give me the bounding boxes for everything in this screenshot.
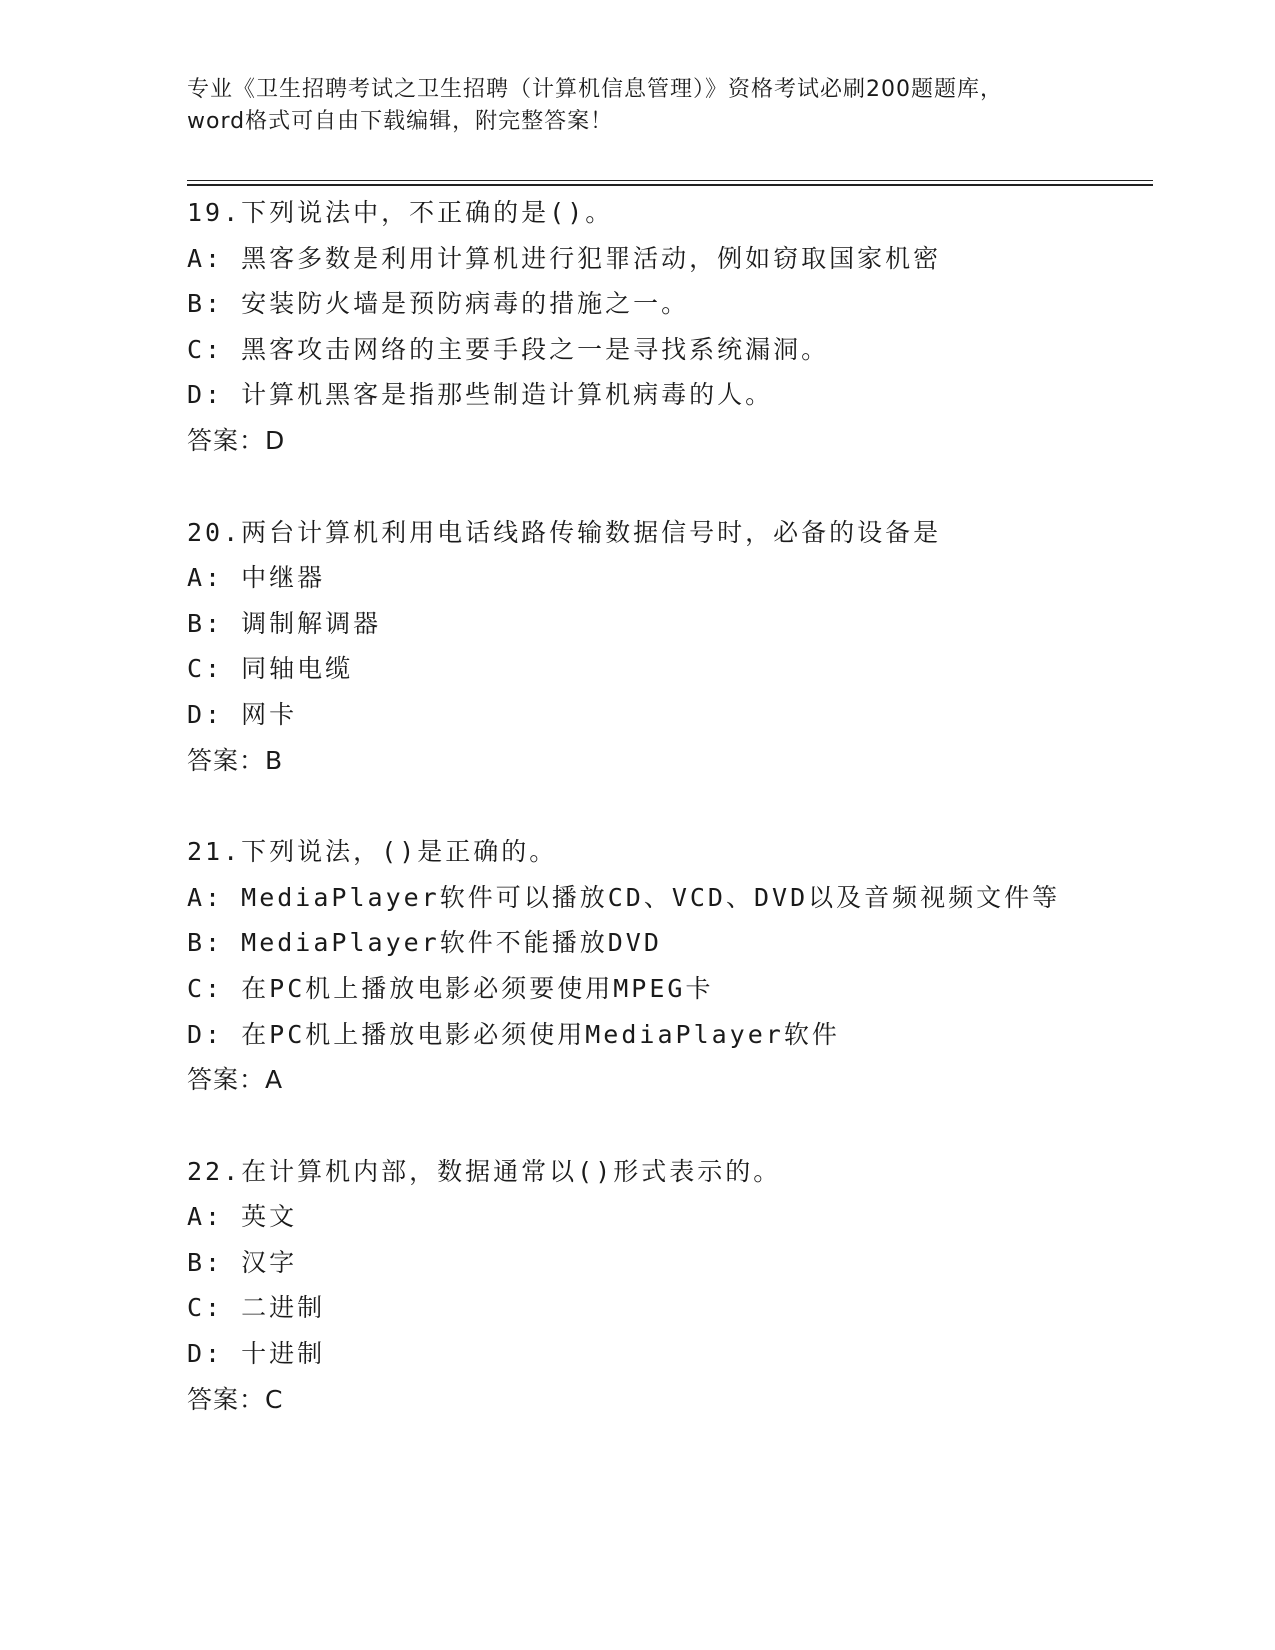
header-line-1: 专业《卫生招聘考试之卫生招聘（计算机信息管理）》资格考试必刷200题题库， — [187, 77, 1003, 102]
document-header — [187, 74, 1087, 138]
answer: 答案：A — [187, 1065, 284, 1095]
question-stem: 21.下列说法，()是正确的。 — [187, 837, 558, 867]
option-d: D: 计算机黑客是指那些制造计算机病毒的人。 — [187, 380, 774, 410]
header-rule-bottom — [187, 184, 1153, 186]
question-20 — [187, 510, 1147, 784]
option-d: D: 网卡 — [187, 699, 298, 729]
header-line-2: word格式可自由下载编辑，附完整答案！ — [187, 109, 614, 134]
option-b: B: 汉字 — [187, 1247, 298, 1277]
option-a: A: 中继器 — [187, 563, 326, 593]
answer: 答案：C — [187, 1384, 284, 1414]
option-c: C: 二进制 — [187, 1293, 326, 1323]
option-b: B: 安装防火墙是预防病毒的措施之一。 — [187, 289, 690, 319]
question-22 — [187, 1149, 1147, 1423]
option-c: C: 在PC机上播放电影必须要使用MPEG卡 — [187, 973, 714, 1003]
option-c: C: 同轴电缆 — [187, 654, 354, 684]
question-stem: 19.下列说法中，不正确的是()。 — [187, 198, 614, 227]
option-b: B: MediaPlayer软件不能播放DVD — [187, 928, 662, 958]
header-rule-top — [187, 180, 1153, 181]
option-a: A: MediaPlayer软件可以播放CD、VCD、DVD以及音频视频文件等 — [187, 882, 1061, 912]
answer: 答案：D — [187, 425, 286, 455]
option-a: A: 黑客多数是利用计算机进行犯罪活动，例如窃取国家机密 — [187, 243, 942, 273]
option-d: D: 十进制 — [187, 1339, 326, 1369]
option-b: B: 调制解调器 — [187, 608, 382, 638]
option-c: C: 黑客攻击网络的主要手段之一是寻找系统漏洞。 — [187, 334, 830, 364]
option-d: D: 在PC机上播放电影必须使用MediaPlayer软件 — [187, 1019, 840, 1049]
question-stem: 22.在计算机内部，数据通常以()形式表示的。 — [187, 1156, 782, 1186]
answer: 答案：B — [187, 745, 284, 775]
question-21 — [187, 829, 1147, 1103]
option-a: A: 英文 — [187, 1202, 298, 1232]
question-stem: 20.两台计算机利用电话线路传输数据信号时，必备的设备是 — [187, 517, 942, 547]
question-19 — [187, 190, 1147, 464]
question-list — [187, 190, 1147, 1468]
